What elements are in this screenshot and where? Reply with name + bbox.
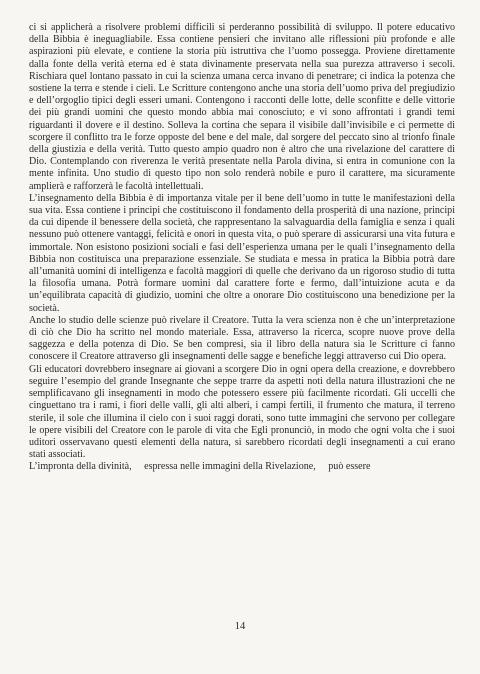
paragraph-bible-teaching-importance: L’insegnamento della Bibbia è di importanza vitale per il bene dell’uomo in tutte le manifestazioni della sua vita. Essa contiene i principi che costituiscono il fondamento della prosperità di una nazione, principi da cui dipende il benessere della società, che rappresentano la salvaguardia della famiglia e senza i quali nessuno può ottenere vantaggi, felicità e onori in questa vita, o può sperare di assicurarsi una vita futura e immortale. Non esistono posizioni sociali e fasi dell’esperienza umana per le quali l’insegnamento della Bibbia non costituisca una preparazione essenziale. Se studiata e messa in pratica la Bibbia potrà dare all’umanità uomini di intelligenza e facoltà maggiori di quelle che derivano da un rigoroso studio di tutta la filosofia umana. Potrà formare uomini dal carattere forte e fermo, dall’intuizione acuta e da un’equilibrata capacità di giudizio, uomini che oltre a onorare Dio costituiscono una benedizione per la società.	[29, 192, 455, 314]
page-number: 14	[234, 621, 246, 632]
paragraph-bible-educational-power: ci si applicherà a risolvere problemi difficili si perderanno possibilità di sviluppo. Il potere educativo della Bibbia è ineguagliabile. Essa contiene pensieri che invitano alle riflessioni più profonde e alle aspirazioni più elevate, e contiene la storia più istruttiva che l’uomo possegga. Proviene direttamente dalla fonte della verità eterna ed è stata divinamente preservata nella sua purezza attraverso i secoli. Rischiara quel lontano passato in cui la scienza umana cerca invano di penetrare; ci indica la potenza che sostiene la terra e stende i cieli. Le Scritture contengono anche una storia dell’uomo priva del pregiudizio e dell’orgoglio tipici degli esseri umani. Contengono i racconti delle lotte, delle sconfitte e delle vittorie dei più grandi uomini che questo mondo abbia mai conosciuto; e vi sono affrontati i grandi temi riguardanti il dovere e il destino. Solleva la cortina che separa il visibile dall’invisibile e ci permette di scorgere il conflitto tra le forze opposte del bene e del male, dal sorgere del peccato sino al trionfo finale della giustizia e della verità. Tutto questo ampio quadro non è altro che una rivelazione del carattere di Dio. Contemplando con riverenza le verità presentate nella Parola divina, si entra in comunione con la mente infinita. Uno studio di questo tipo non solo renderà nobile e puro il carattere, ma sicuramente amplierà e rafforzerà le facoltà intellettuali.	[29, 22, 455, 192]
paragraph-science-reveals-creator: Anche lo studio delle scienze può rivelare il Creatore. Tutta la vera scienza non è che un’interpretazione di ciò che Dio ha scritto nel mondo materiale. Essa, attraverso la ricerca, scopre nuove prove della saggezza e della potenza di Dio. Se ben compresi, sia il libro della natura sia le Scritture ci fanno conoscere il Creatore attraverso gli insegnamenti delle sagge e benefiche leggi attraverso cui Dio opera.	[29, 314, 455, 363]
paragraph-educators-nature: Gli educatori dovrebbero insegnare ai giovani a scorgere Dio in ogni opera della creazione, e dovrebbero seguire l’esempio del grande Insegnante che seppe trarre da aspetti noti della natura illustrazioni che ne semplificavano gli insegnamenti in modo che potessero essere più facilmente ricordati. Gli uccelli che cinguettano tra i rami, i fiori delle valli, gli alti alberi, i campi fertili, il frumento che matura, il terreno sterile, il sole che illumina il cielo con i suoi raggi dorati, sono tutte immagini che servono per collegare le opere visibili del Creatore con le parole di vita che Egli pronunciò, in modo che ogni volta che i suoi uditori osservavano questi elementi della natura, si sarebbero ricordati degli insegnamenti a cui erano stati associati.	[29, 363, 455, 461]
body-text	[29, 22, 455, 474]
paragraph-divine-imprint: L’impronta della divinità, espressa nelle immagini della Rivelazione, può essere	[29, 461, 371, 473]
